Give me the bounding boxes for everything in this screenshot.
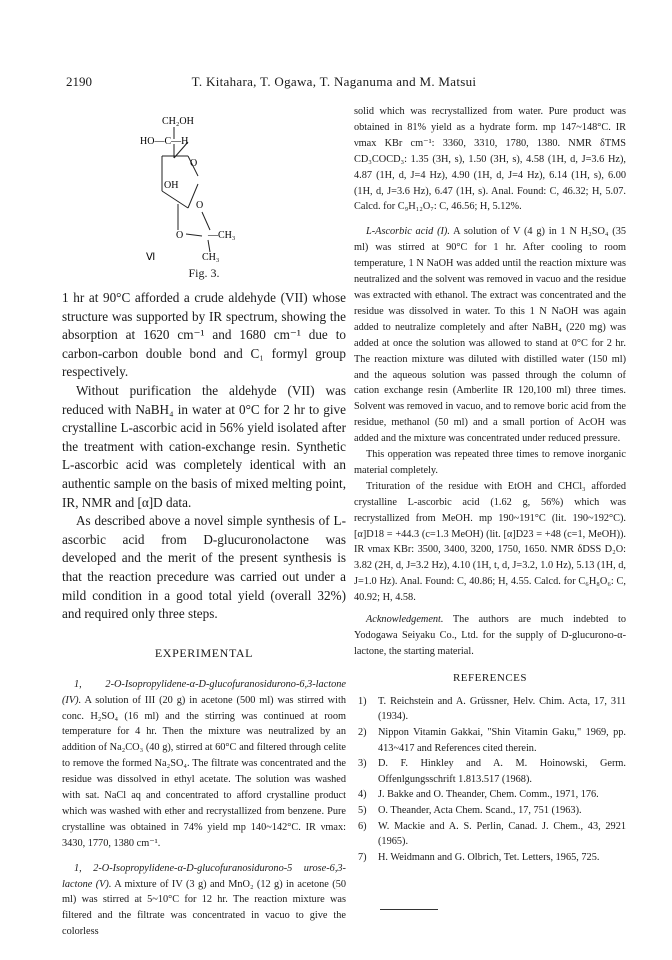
running-authors: T. Kitahara, T. Ogawa, T. Naganuma and M. Matsui [191,74,477,89]
label-ring-oxygen: O [190,158,198,169]
label-ho-c-h: HO—C—H [140,136,189,147]
right-column [354,104,626,865]
label-compound-vi: Ⅵ [146,252,156,262]
figure-3 [62,104,346,262]
experimental-compound-v [62,861,346,941]
page-number: 2190 [66,74,92,89]
reference-item: 4) J. Bakke and O. Theander, Chem. Comm., 1971, 176. [358,789,599,801]
reference-item: 5) O. Theander, Acta Chem. Scand., 17, 751 (1963). [358,804,582,816]
label-oxygen-lower: O [196,200,204,211]
acknowledgement [354,612,626,660]
references-heading: REFERENCES [452,671,528,684]
reference-item: 7) H. Weidmann and G. Olbrich, Tet. Letters, 1965, 725. [358,851,600,863]
reference-item: 3) D. F. Hinkley and A. M. Hoinowski, Germ. Offenlgungsschrift 1.813.517 (1968). [358,758,626,785]
experimental-ascorbic-acid [354,224,626,447]
label-ch3-bottom: CH₃ [202,252,220,262]
ascorbic-acid-body: A solution of V (4 g) in 1 N H₂SO₄ (35 ml) was stirred at 90°C for 1 hr. After cooling to room temperature, 1 N NaOH was added until the reaction mixture was neutralized and the solvent was removed in vacuo and the residue was extracted with ethanol. The extract was concentrated and the residue was dissolved in water. To this 1 N NaOH was again added to neutralize completely and after NaBH₄ (220 mg) was added at once the solution was allowed to stand at 0°C for 2 hr. The reaction mixture was diluted with distilled water (150 ml) and the aqueous solution was passed through the column of cation exchange resin (Amberlite IR 120,100 ml) three times. Solvent was removed in vacuo, and to remove boric acid from the residue, methanol (50 ml) and a small portion of AcOH was added and the mixture was concentrated under reduced pressure. [354,226,626,445]
acknowledgement-body: The authors are much indebted to Yodogawa Seiyaku Co., Ltd. for the supply of D-glucurono-α-lactone, the starting material. [354,614,626,657]
experimental-compound-iv [62,677,346,852]
label-ch2oh: CH₂OH [162,116,194,127]
paragraph-repeat: This opperation was repeated three times to remove inorganic material completely. [354,449,626,476]
reference-item: 2) Nippon Vitamin Gakkai, "Shin Vitamin Gaku," 1969, pp. 413~417 and References cited therein. [358,727,626,754]
structure-diagram [62,104,346,262]
paragraph-reduction: Without purification the aldehyde (VII) was reduced with NaBH₄ in water at 0°C for 2 hr to give crystalline L-ascorbic acid in 56% yield isolated after the treatment with cation-exchange resin. Synthetic L-ascorbic acid was completely identical with an authentic sample on the basis of mixed melting point, IR, NMR and [α]D data. [62,382,346,510]
paragraph-summary: As described above a novel simple synthesis of L-ascorbic acid from D-glucuronolactone was developed and the merit of the present synthesis is that the reaction precedure was carried out under a mild condition in a good total yield (overall 32%) and required only three steps. [62,513,346,622]
end-rule [380,909,438,910]
reference-item: 6) W. Mackie and A. S. Perlin, Canad. J. Chem., 43, 2921 (1965). [358,820,626,848]
left-column [62,104,346,940]
paragraph-aldehyde: 1 hr at 90°C afforded a crude aldehyde (VII) whose structure was supported by IR spectrum, showing the absorption at 1620 cm⁻¹ and 1680 cm⁻¹ due to carbon-carbon double bond and C₁ formyl group respectively. [62,290,346,380]
label-oh: OH [164,180,179,191]
label-ch3-right: —CH₃ [208,230,236,241]
experimental-heading: EXPERIMENTAL [154,645,254,660]
compound-v-title: 1, 2-O-Isopropylidene-α-D-glucofuranosidurono-5 urose-6,3-lactone (V). [62,862,346,890]
paragraph-compound-v-continued: solid which was recrystallized from water. Pure product was obtained in 81% yield as a hydrate form. mp 147~148°C. IR νmax KBr cm⁻¹: 3360, 3310, 1780, 1380. NMR δTMS CD₃COCD₃: 1.35 (3H, s), 1.50 (3H, s), 4.58 (1H, d, J=3.6 Hz), 4.87 (1H, d, J=4 Hz), 4.90 (1H, d, J=4 Hz), 6.14 (1H, s), 6.00 (1H, d, J=3.6 Hz), 6.47 (1H, s). Anal. Found: C, 46.32; H, 5.07. Calcd. for C₉H₁₂O₇: C, 46.56; H, 5.12%. [354,106,626,213]
paragraph-trituration: Trituration of the residue with EtOH and CHCl₃ afforded crystalline L-ascorbic acid (1.62 g, 56%) which was recrystallized from MeOH. mp 190~191°C (lit. 190~192°C). [α]D18 = +44.3 (c=1.3 MeOH) (lit. [α]D23 = +48 (c=1, MeOH)). IR νmax KBr: 3500, 3400, 3200, 1750, 1650. NMR δDSS D₂O: 3.82 (2H, d, J=3.2 Hz), 4.10 (1H, t, d, J=3.2, 1.0 Hz), 5.13 (1H, d, J=1.0 Hz). Anal. Found: C, 40.86; H, 4.55. Calcd. for C₆H₈O₆: C, 40.92; H, 4.58. [354,480,626,604]
reference-list [354,694,626,866]
reference-item: 1) T. Reichstein and A. Grüssner, Helv. Chim. Acta, 17, 311 (1934). [358,695,626,723]
figure-caption: Fig. 3. [188,266,220,280]
compound-v-body: A mixture of IV (3 g) and MnO₂ (12 g) in acetone (50 ml) was stirred at 5~10°C for 12 hr. The reaction mixture was filtered and the filtrate was concentrated in vacuo to give the colorless [62,878,346,938]
acknowledgement-title: Acknowledgement. [366,614,444,626]
label-oxygen-bottom: O [176,230,184,241]
compound-iv-title: 1, 2-O-Isopropylidene-α-D-glucofuranosidurono-6,3-lactone (IV). [62,678,346,706]
compound-iv-body: A solution of III (20 g) in acetone (500 ml) was stirred with conc. H₂SO₄ (16 ml) and the stirring was continued at room temperature for 4 hr. Then the mixture was neutralized by an addition of Na₂CO₃ (40 g), stirred at 60°C and filtered through celite to remove the formed Na₂SO₄. The filtrate was concentrated and the residue was dissolved in ethyl acetate. The solution was washed with sat. NaCl aq and concentrated to afford crystalline product which was washed with ether and recrystallized from benzene. Pure crystalline was obtained in 74% yield mp 140~142°C. IR νmax: 3430, 1770, 1380 cm⁻¹. [62,694,346,849]
ascorbic-acid-title: L-Ascorbic acid (I). [366,226,450,238]
